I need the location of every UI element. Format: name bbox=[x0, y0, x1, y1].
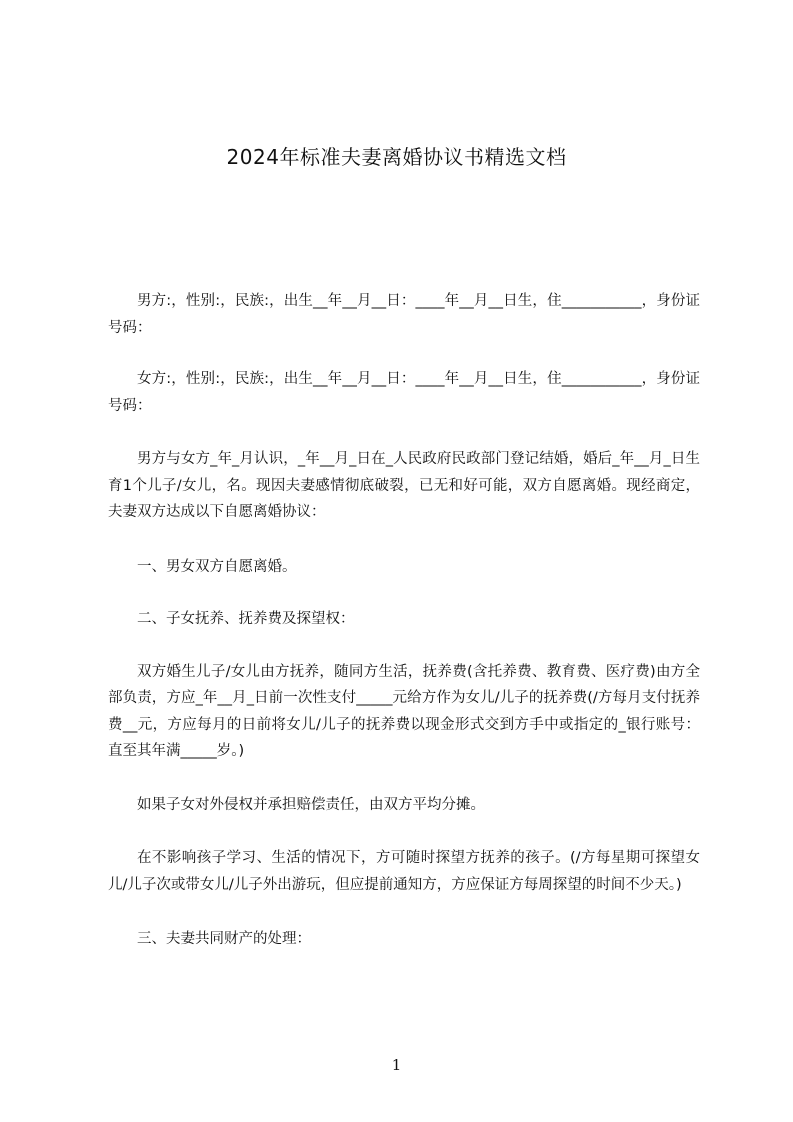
marriage-background: 男方与女方_年_月认识，_年__月_日在_人民政府民政部门登记结婚，婚后_年__月_日生育1个儿子/女儿，名。现因夫妻感情彻底破裂，已无和好可能，双方自愿离婚。现经商定，夫妻双方达成以下自愿离婚协议： bbox=[108, 451, 700, 520]
section-heading-joint-property: 三、夫妻共同财产的处理： bbox=[137, 931, 311, 947]
child-support-clause: 双方婚生儿子/女儿由方抚养，随同方生活，抚养费(含托养费、教育费、医疗费)由方全部负责，方应_年__月_日前一次性支付_____元给方作为女儿/儿子的抚养费(/方每月支付抚养费__元，方应每月的日前将女儿/儿子的抚养费以现金形式交到方手中或指定的_银行账号：直至其年满_____岁。) bbox=[108, 663, 700, 759]
section-heading-voluntary-divorce: 一、男女双方自愿离婚。 bbox=[137, 558, 297, 575]
page-number: 1 bbox=[391, 1056, 402, 1074]
visitation-clause: 在不影响孩子学习、生活的情况下，方可随时探望方抚养的孩子。(/方每星期可探望女儿/儿子次或带女儿/儿子外出游玩，但应提前通知方，方应保证方每周探望的时间不少天。) bbox=[108, 850, 700, 893]
male-party-info: 男方:，性别:，民族:，出生__年__月__日：____年__月__日生，住___________，身份证号码： bbox=[108, 293, 700, 336]
tort-liability-clause: 如果子女对外侵权并承担赔偿责任，由双方平均分摊。 bbox=[137, 796, 485, 813]
female-party-info: 女方:，性别:，民族:，出生__年__月__日：____年__月__日生，住___________，身份证号码： bbox=[108, 371, 700, 414]
document-body bbox=[108, 288, 700, 953]
document-title: 2024年标准夫妻离婚协议书精选文档 bbox=[226, 145, 567, 169]
section-heading-child-custody: 二、子女抚养、抚养费及探望权： bbox=[137, 611, 355, 627]
